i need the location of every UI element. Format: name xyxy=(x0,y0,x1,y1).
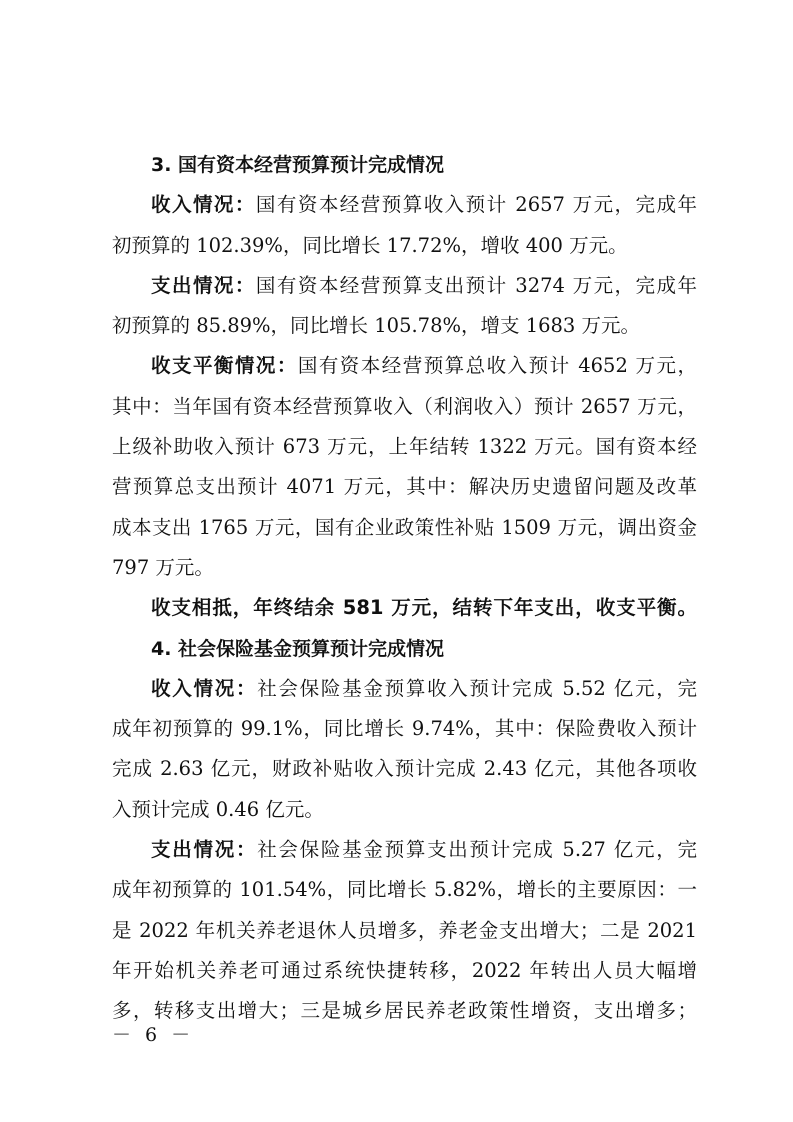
section-3-balance-paragraph-line-1 xyxy=(112,346,697,386)
section-3-balance-label: 收支平衡情况： xyxy=(151,354,298,378)
section-3-summary: 收支相抵，年终结余 581 万元，结转下年支出，收支平衡。 xyxy=(151,596,697,620)
section-4-expense-paragraph-line-2: 成年初预算的 101.54%，同比增长 5.82%，增长的主要原因：一 xyxy=(112,878,697,902)
section-3-balance-paragraph-line-4: 营预算总支出预计 4071 万元，其中：解决历史遗留问题及改革 xyxy=(112,475,697,499)
section-4-expense-paragraph-line-5: 多，转移支出增大；三是城乡居民养老政策性增资，支出增多； xyxy=(112,999,697,1023)
section-4-expense-paragraph-line-1 xyxy=(112,830,697,870)
section-4-income-paragraph-line-3: 完成 2.63 亿元，财政补贴收入预计完成 2.43 亿元，其他各项收 xyxy=(112,757,697,781)
section-3-income-paragraph-line-1 xyxy=(112,185,697,225)
section-3-balance-paragraph-line-2: 其中：当年国有资本经营预算收入（利润收入）预计 2657 万元， xyxy=(112,394,697,418)
section-3-expense-text: 国有资本经营预算支出预计 3274 万元，完成年 xyxy=(255,273,697,297)
section-3-income-text: 国有资本经营预算收入预计 2657 万元，完成年 xyxy=(255,193,697,217)
section-3-balance-text: 国有资本经营预算总收入预计 4652 万元， xyxy=(297,354,697,378)
section-4-expense-paragraph-line-4: 年开始机关养老可通过系统快捷转移，2022 年转出人员大幅增 xyxy=(112,958,697,982)
section-4-income-paragraph-line-2: 成年初预算的 99.1%，同比增长 9.74%，其中：保险费收入预计 xyxy=(112,717,697,741)
page-number: － 6 － xyxy=(112,1024,195,1046)
section-4-expense-paragraph-line-3: 是 2022 年机关养老退休人员增多，养老金支出增大；二是 2021 xyxy=(112,918,697,942)
section-3-expense-paragraph-line-1 xyxy=(112,266,697,306)
section-4-expense-text: 社会保险基金预算支出预计完成 5.27 亿元，完 xyxy=(257,838,697,862)
section-4-income-paragraph-line-1 xyxy=(112,669,697,709)
section-4-heading: 4. 社会保险基金预算预计完成情况 xyxy=(151,637,445,660)
document-body xyxy=(112,145,697,1032)
section-3-balance-paragraph-line-5: 成本支出 1765 万元，国有企业政策性补贴 1509 万元，调出资金 xyxy=(112,515,697,539)
section-3-income-paragraph-line-2: 初预算的 102.39%，同比增长 17.72%，增收 400 万元。 xyxy=(112,233,628,257)
section-3-expense-paragraph-line-2: 初预算的 85.89%，同比增长 105.78%，增支 1683 万元。 xyxy=(112,314,641,338)
section-4-expense-label: 支出情况： xyxy=(151,838,258,862)
section-3-balance-paragraph-line-6: 797 万元。 xyxy=(112,555,214,579)
section-3-expense-label: 支出情况： xyxy=(151,273,256,297)
section-3-income-label: 收入情况： xyxy=(151,193,256,217)
section-3-heading: 3. 国有资本经营预算预计完成情况 xyxy=(151,154,445,176)
section-3-balance-paragraph-line-3: 上级补助收入预计 673 万元，上年结转 1322 万元。国有资本经 xyxy=(112,435,697,459)
section-4-income-label: 收入情况： xyxy=(151,676,258,700)
section-4-income-paragraph-line-4: 入预计完成 0.46 亿元。 xyxy=(112,797,324,821)
section-4-income-text: 社会保险基金预算收入预计完成 5.52 亿元，完 xyxy=(257,676,697,700)
